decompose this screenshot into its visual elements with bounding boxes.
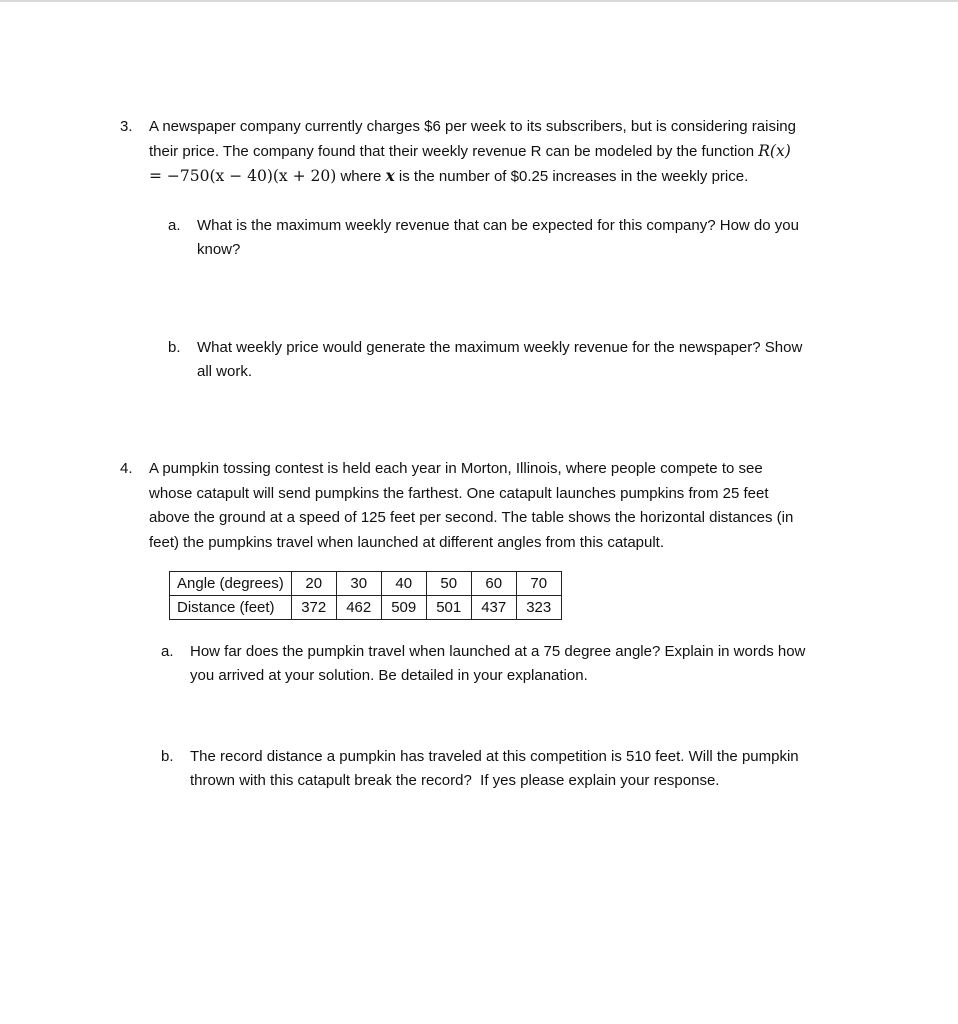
table-cell: 509: [381, 596, 426, 620]
question-3-line-3-mid: where: [336, 168, 386, 185]
table-cell: 50: [426, 572, 471, 596]
question-3b-label: b.: [168, 339, 181, 356]
question-3-line-1: A newspaper company currently charges $6 per week to its subscribers, but is considering raising: [149, 118, 796, 135]
table-cell: 40: [381, 572, 426, 596]
question-3a-line-1: What is the maximum weekly revenue that can be expected for this company? How do you: [197, 217, 799, 234]
question-3-line-3-end: is the number of $0.25 increases in the weekly price.: [394, 168, 749, 185]
function-name: R(x): [758, 142, 791, 160]
question-4b-line-1: The record distance a pumpkin has traveled at this competition is 510 feet. Will the pumpkin: [190, 748, 799, 765]
table-row-angle: [170, 572, 562, 596]
table-cell: 70: [516, 572, 561, 596]
variable-x: x: [385, 166, 395, 185]
row-header-angle: Angle (degrees): [170, 572, 292, 596]
question-4b-label: b.: [161, 748, 174, 765]
top-border: [0, 0, 958, 2]
question-4-line-1: A pumpkin tossing contest is held each year in Morton, Illinois, where people compete to see: [149, 460, 763, 477]
question-4b-line-2: thrown with this catapult break the record? If yes please explain your response.: [190, 772, 720, 789]
revenue-equation: = −750(x − 40)(x + 20): [149, 167, 337, 185]
table-cell: 323: [516, 596, 561, 620]
question-4a-line-1: How far does the pumpkin travel when launched at a 75 degree angle? Explain in words how: [190, 643, 806, 660]
question-3-number: 3.: [120, 118, 133, 135]
table-cell: 60: [471, 572, 516, 596]
question-3b-line-1: What weekly price would generate the maximum weekly revenue for the newspaper? Show: [197, 339, 803, 356]
row-header-distance: Distance (feet): [170, 596, 292, 620]
table-cell: 372: [291, 596, 336, 620]
question-3b-line-2: all work.: [197, 363, 253, 380]
question-4a-line-2: you arrived at your solution. Be detailed in your explanation.: [190, 667, 588, 684]
question-4-number: 4.: [120, 460, 133, 477]
table-row-distance: [170, 596, 562, 620]
question-3-line-2: [149, 141, 791, 162]
table-cell: 501: [426, 596, 471, 620]
table-cell: 462: [336, 596, 381, 620]
table-cell: 437: [471, 596, 516, 620]
question-4-line-3: above the ground at a speed of 125 feet per second. The table shows the horizontal distances (in: [149, 509, 794, 526]
question-3a-line-2: know?: [197, 241, 241, 258]
question-4-line-2: whose catapult will send pumpkins the farthest. One catapult launches pumpkins from 25 feet: [149, 485, 769, 502]
question-4-line-4: feet) the pumpkins travel when launched at different angles from this catapult.: [149, 534, 665, 551]
angle-distance-table: [169, 571, 562, 620]
table-cell: 20: [291, 572, 336, 596]
question-4a-label: a.: [161, 643, 174, 660]
table-cell: 30: [336, 572, 381, 596]
question-3a-label: a.: [168, 217, 181, 234]
question-3-line-3: [149, 166, 748, 187]
question-3-line-2-text: their price. The company found that their weekly revenue R can be modeled by the function: [149, 143, 759, 160]
